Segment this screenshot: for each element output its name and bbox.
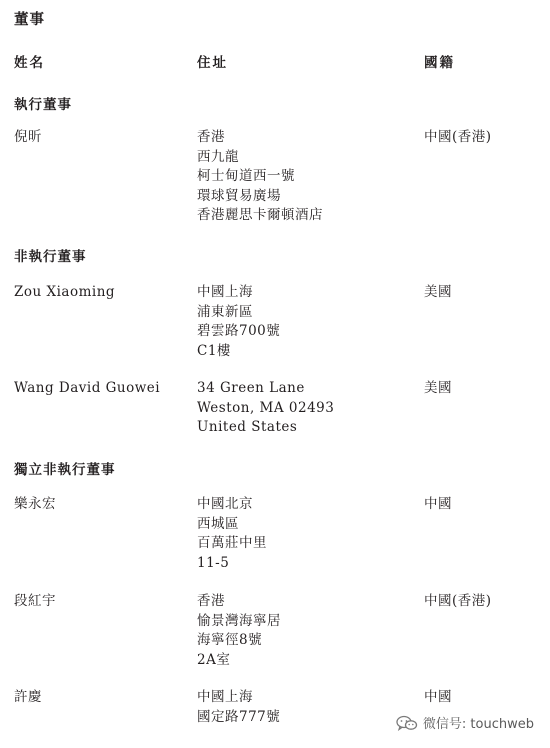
address-line: 中國上海 xyxy=(197,284,253,300)
address-line: 香港麗思卡爾頓酒店 xyxy=(197,207,323,223)
director-nationality: 美國 xyxy=(424,284,452,300)
address-line: Weston, MA 02493 xyxy=(197,399,335,416)
address-line: 西九龍 xyxy=(197,148,239,165)
address-line: 中國北京 xyxy=(197,496,253,512)
director-nationality: 中國 xyxy=(424,496,452,512)
address-line: 中國上海 xyxy=(197,689,253,705)
address-line: 柯士甸道西一號 xyxy=(197,168,295,184)
address-line: 2A室 xyxy=(197,651,231,668)
section-heading-executive-directors: 執行董事 xyxy=(14,97,72,113)
director-nationality: 中國(香港) xyxy=(424,593,492,609)
address-line: 碧雲路700號 xyxy=(197,323,281,339)
address-line: 環球貿易廣場 xyxy=(197,187,281,204)
director-address xyxy=(197,283,280,361)
address-line: 香港 xyxy=(197,129,225,145)
wechat-icon xyxy=(396,715,418,731)
address-line: 海寧徑8號 xyxy=(197,632,263,648)
address-line: C1樓 xyxy=(197,342,231,359)
director-name: 許慶 xyxy=(14,689,42,705)
address-line: 香港 xyxy=(197,593,225,609)
address-line: 國定路777號 xyxy=(197,708,281,725)
page-title: 董事 xyxy=(14,11,45,28)
address-line: 愉景灣海寧居 xyxy=(197,612,281,629)
director-address xyxy=(197,379,334,438)
director-nationality: 中國(香港) xyxy=(424,129,492,145)
wechat-watermark xyxy=(392,711,538,734)
section-heading-independent-non-executive-directors: 獨立非執行董事 xyxy=(14,462,116,478)
address-line: 34 Green Lane xyxy=(197,380,305,396)
section-heading-non-executive-directors: 非執行董事 xyxy=(14,249,87,265)
column-header-address: 住址 xyxy=(197,55,228,71)
director-address xyxy=(197,495,267,573)
director-name: Zou Xiaoming xyxy=(14,284,116,300)
address-line: 浦東新區 xyxy=(197,303,253,320)
director-nationality: 中國 xyxy=(424,689,452,705)
director-address xyxy=(197,688,280,727)
column-header-name: 姓名 xyxy=(14,55,45,71)
director-address xyxy=(197,592,281,670)
column-header-nationality: 國籍 xyxy=(424,55,455,71)
director-address xyxy=(197,128,323,226)
address-line: 西城區 xyxy=(197,515,239,532)
director-name: 段紅宇 xyxy=(14,593,56,609)
address-line: 百萬莊中里 xyxy=(197,535,267,551)
address-line: United States xyxy=(197,419,298,435)
director-name: 倪昕 xyxy=(14,129,42,145)
director-name: Wang David Guowei xyxy=(14,380,161,396)
address-line: 11-5 xyxy=(197,554,230,571)
watermark-text: 微信号: touchweb xyxy=(422,717,534,732)
director-name: 樂永宏 xyxy=(14,496,56,512)
director-nationality: 美國 xyxy=(424,380,452,396)
